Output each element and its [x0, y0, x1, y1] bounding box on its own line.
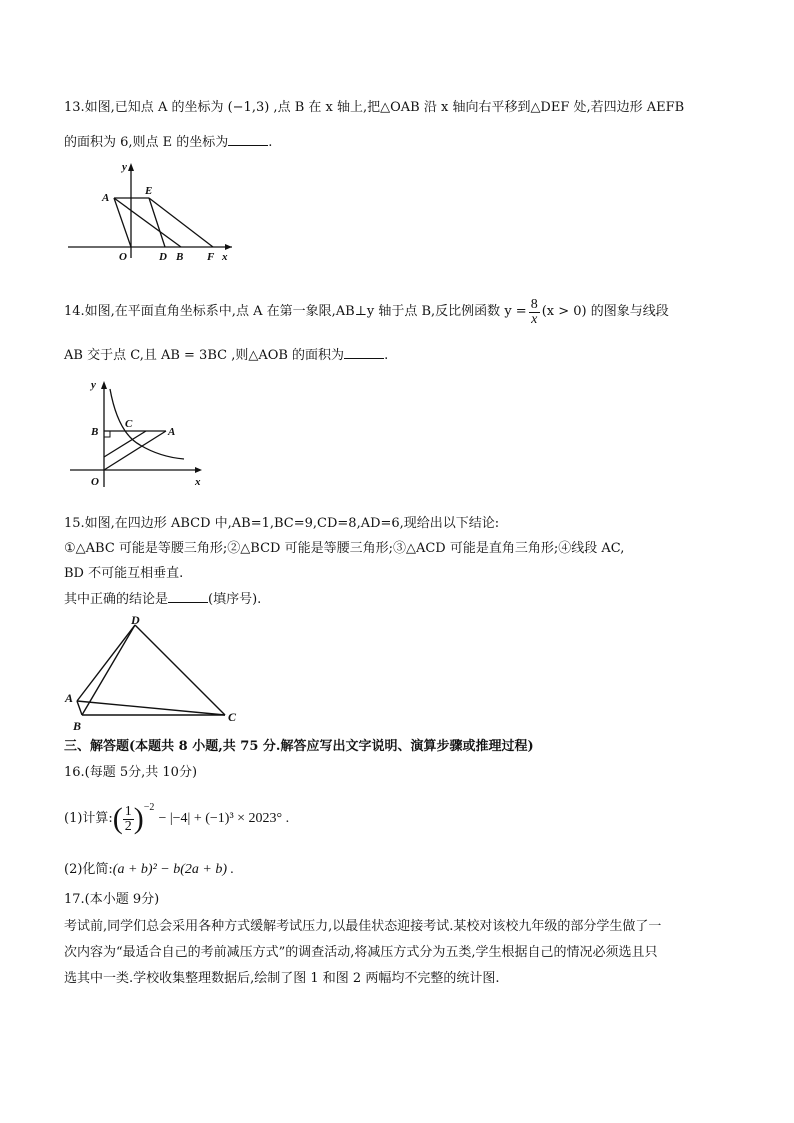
q14-frac-den: x: [531, 311, 538, 327]
q14-label-C: C: [125, 418, 133, 430]
q14-answer-blank: [344, 346, 384, 359]
q16-right-paren: ): [133, 802, 144, 835]
q15-seg-CD: [135, 625, 225, 715]
q16-part1-label: (1)计算:: [64, 811, 113, 826]
q13-seg-AB: [114, 198, 181, 247]
q17-para-line2: 次内容为“最适合自己的考前减压方式”的调查活动,将减压方式分为五类,学生根据自己的情况必须选且只: [64, 945, 658, 960]
q14-line2: [64, 346, 388, 365]
q16-left-paren: (: [112, 802, 123, 835]
q14-label-B: B: [91, 426, 99, 438]
q16-part2-label: (2)化简:: [64, 862, 113, 877]
q13-seg-AO: [114, 198, 131, 247]
q17-title: 17.(本小题 9分): [64, 892, 160, 907]
q15-seg-BD: [82, 625, 135, 715]
q14-line1-text: 14.如图,在平面直角坐标系中,点 A 在第一象限,AB⊥y 轴于点 B,反比例函数 y =: [64, 304, 527, 319]
q13-line2-text: 的面积为 6,则点 E 的坐标为: [64, 135, 229, 150]
q13-figure: [64, 158, 244, 266]
q16-part1: [64, 797, 289, 841]
q14-label-A: A: [168, 426, 176, 438]
q16-frac-den: 2: [124, 818, 132, 834]
q14-right-angle: [104, 431, 110, 437]
q14-line2-text: AB 交于点 C,且 AB = 3BC ,则△AOB 的面积为: [64, 348, 345, 363]
q13-line2-end: .: [268, 135, 273, 150]
q14-line1: [64, 296, 669, 327]
q15-label-A: A: [65, 691, 74, 705]
q15-answer-blank: [168, 590, 208, 603]
q13-line2: [64, 133, 272, 152]
q14-hyperbola: [110, 389, 184, 459]
q13-label-O: O: [119, 251, 127, 263]
q15-seg-AD: [77, 625, 135, 701]
q13-x-arrow: [225, 244, 232, 250]
q15-seg-AB: [77, 701, 82, 715]
q14-frac-num: 8: [530, 296, 538, 312]
q15-seg-AC: [77, 701, 225, 715]
q13-label-x: x: [222, 251, 228, 263]
q13-seg-EF: [149, 198, 213, 247]
q16-fraction: [123, 805, 134, 834]
q13-label-F: F: [207, 251, 215, 263]
q17-para-line3: 选其中一类.学校收集整理数据后,绘制了图 1 和图 2 两幅均不完整的统计图.: [64, 971, 500, 986]
q14-label-y: y: [91, 379, 96, 391]
q16-exponent: −2: [143, 802, 155, 813]
q14-label-O: O: [91, 476, 99, 488]
q14-x-arrow: [195, 467, 202, 473]
q15-line4-text: 其中正确的结论是: [64, 592, 169, 607]
q14-figure: [64, 375, 214, 493]
q15-figure: [62, 614, 252, 734]
section3-heading: 三、解答题(本题共 8 小题,共 75 分.解答应写出文字说明、演算步骤或推理过程): [64, 739, 534, 754]
q13-label-D: D: [159, 251, 167, 263]
q13-label-A: A: [102, 192, 110, 204]
q15-label-C: C: [228, 710, 237, 724]
q16-title: 16.(每题 5分,共 10分): [64, 765, 198, 780]
q15-line4: [64, 590, 261, 609]
q13-label-y: y: [122, 161, 127, 173]
q16-part2: [64, 861, 234, 879]
q15-line2: ①△ABC 可能是等腰三角形;②△BCD 可能是等腰三角形;③△ACD 可能是直角三角形;④线段 AC,: [64, 541, 625, 556]
q13-label-E: E: [145, 185, 153, 197]
q13-seg-ED: [149, 198, 165, 247]
q13-line1: 13.如图,已知点 A 的坐标为 (−1,3) ,点 B 在 x 轴上,把△OAB 沿 x 轴向右平移到△DEF 处,若四边形 AEFB: [64, 100, 685, 115]
q13-y-arrow: [128, 163, 134, 171]
q14-fraction: [529, 298, 540, 327]
q15-line3: BD 不可能互相垂直.: [64, 566, 184, 581]
q14-line1-end: (x > 0) 的图象与线段: [541, 304, 669, 319]
q14-label-x: x: [195, 476, 201, 488]
q16-part1-expr: − |−4| + (−1)³ × 2023° .: [158, 811, 290, 826]
q17-para-line1: 考试前,同学们总会采用各种方式缓解考试压力,以最佳状态迎接考试.某校对该校九年级的部分学生做了一: [64, 919, 662, 934]
q16-part2-expr: (a + b)² − b(2a + b) .: [112, 862, 234, 877]
q14-y-arrow: [101, 381, 107, 389]
q13-label-B: B: [176, 251, 184, 263]
q13-answer-blank: [228, 133, 268, 146]
q15-line4-end: (填序号).: [208, 592, 262, 607]
q15-label-D: D: [131, 614, 140, 627]
q16-frac-num: 1: [124, 803, 132, 819]
q15-label-B: B: [73, 719, 82, 733]
q14-line2-end: .: [384, 348, 389, 363]
q15-line1: 15.如图,在四边形 ABCD 中,AB=1,BC=9,CD=8,AD=6,现给出以下结论:: [64, 516, 500, 531]
